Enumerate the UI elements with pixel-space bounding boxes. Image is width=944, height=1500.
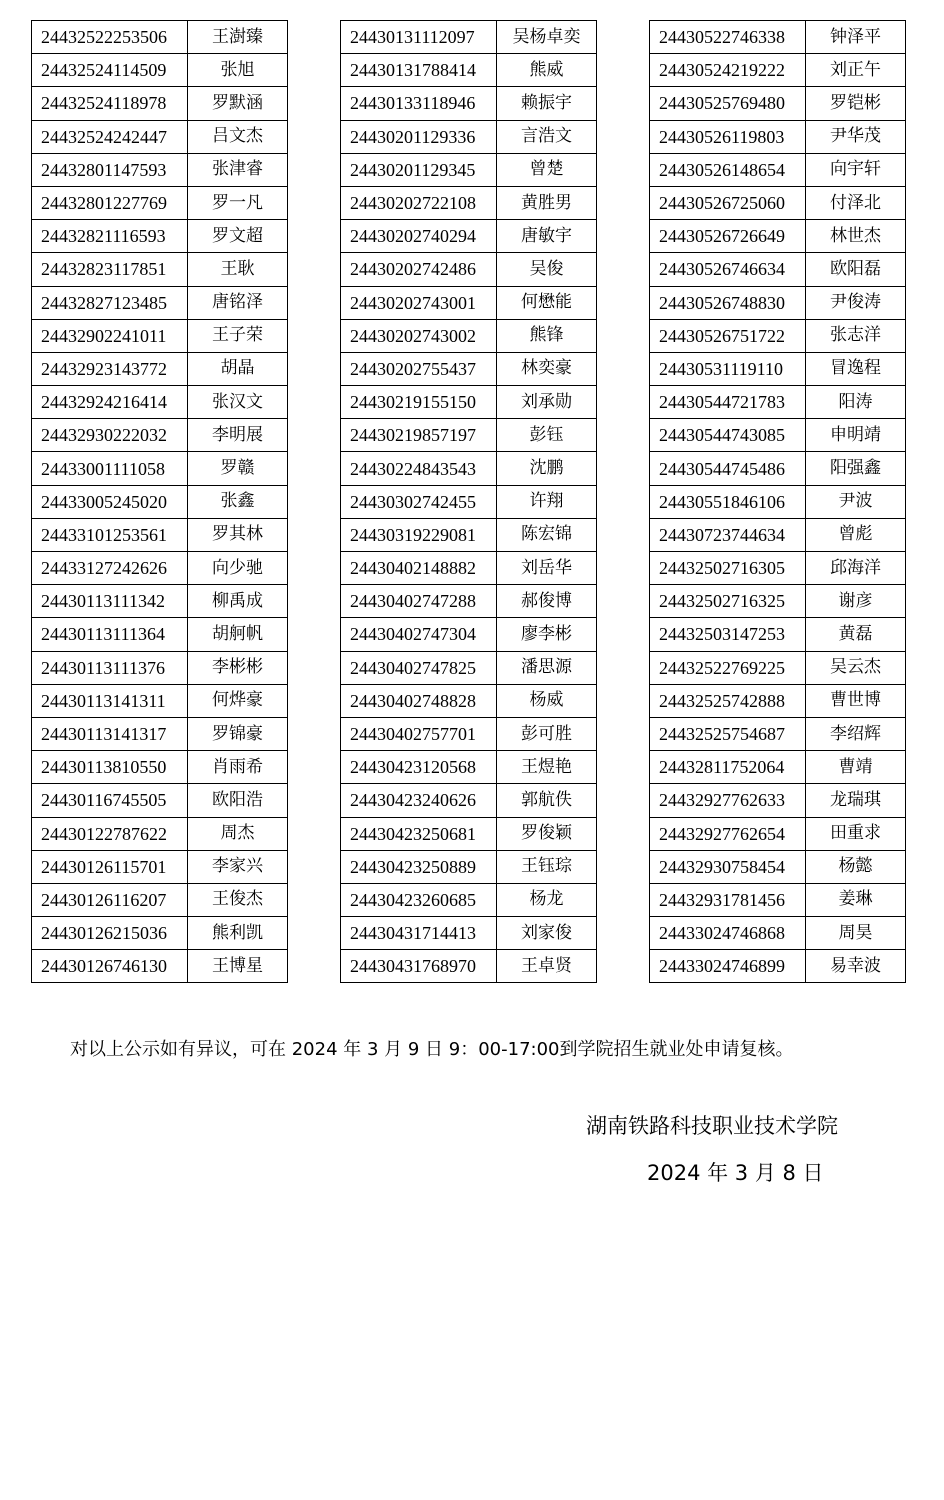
student-id-cell: 24432827123485: [32, 286, 188, 319]
student-id-cell: 24430531119110: [650, 352, 806, 385]
student-name-cell: 唐敏宇: [497, 220, 597, 253]
student-name-cell: 张津睿: [188, 153, 288, 186]
student-name-cell: 熊威: [497, 54, 597, 87]
table-row: [341, 419, 597, 452]
table-row: [32, 452, 288, 485]
student-id-cell: 24432524118978: [32, 87, 188, 120]
student-id-cell: 24433024746899: [650, 950, 806, 983]
student-name-cell: 张旭: [188, 54, 288, 87]
student-name-cell: 李家兴: [188, 850, 288, 883]
table-row: [32, 883, 288, 916]
student-id-cell: 24430723744634: [650, 518, 806, 551]
table-row: [341, 552, 597, 585]
student-name-cell: 龙瑞琪: [806, 784, 906, 817]
table-row: [650, 153, 906, 186]
student-id-cell: 24430431714413: [341, 917, 497, 950]
student-id-cell: 24430113111364: [32, 618, 188, 651]
student-name-cell: 冒逸程: [806, 352, 906, 385]
student-id-cell: 24432930222032: [32, 419, 188, 452]
student-name-cell: 张志洋: [806, 319, 906, 352]
student-id-cell: 24432931781456: [650, 883, 806, 916]
table-row: [341, 784, 597, 817]
student-id-cell: 24430219857197: [341, 419, 497, 452]
table-row: [32, 850, 288, 883]
table-row: [650, 452, 906, 485]
student-id-cell: 24430116745505: [32, 784, 188, 817]
student-name-cell: 林奕豪: [497, 352, 597, 385]
student-name-cell: 申明靖: [806, 419, 906, 452]
student-id-cell: 24430202742486: [341, 253, 497, 286]
student-id-cell: 24430526726649: [650, 220, 806, 253]
student-name-cell: 王俊杰: [188, 883, 288, 916]
table-row: [32, 950, 288, 983]
table-row: [650, 87, 906, 120]
student-name-cell: 刘家俊: [497, 917, 597, 950]
student-name-cell: 王煜艳: [497, 751, 597, 784]
student-id-cell: 24432522253506: [32, 21, 188, 54]
student-id-cell: 24430202755437: [341, 352, 497, 385]
table-row: [650, 684, 906, 717]
table-row: [32, 153, 288, 186]
table-row: [650, 917, 906, 950]
student-name-cell: 曹靖: [806, 751, 906, 784]
table-row: [32, 485, 288, 518]
student-name-cell: 赖振宇: [497, 87, 597, 120]
student-name-cell: 周杰: [188, 817, 288, 850]
student-id-cell: 24430423120568: [341, 751, 497, 784]
student-id-cell: 24430201129336: [341, 120, 497, 153]
student-id-cell: 24432801147593: [32, 153, 188, 186]
student-name-cell: 黄胜男: [497, 186, 597, 219]
student-name-cell: 王耿: [188, 253, 288, 286]
student-id-cell: 24430113111342: [32, 585, 188, 618]
student-name-cell: 欧阳浩: [188, 784, 288, 817]
student-name-cell: 刘正午: [806, 54, 906, 87]
table-row: [32, 220, 288, 253]
student-name-cell: 欧阳磊: [806, 253, 906, 286]
student-name-cell: 何懋能: [497, 286, 597, 319]
table-row: [650, 552, 906, 585]
table-row: [650, 286, 906, 319]
table-row: [341, 950, 597, 983]
student-id-cell: 24430402747304: [341, 618, 497, 651]
student-id-cell: 24430526725060: [650, 186, 806, 219]
student-id-cell: 24430201129345: [341, 153, 497, 186]
table-row: [32, 651, 288, 684]
student-name-cell: 罗文超: [188, 220, 288, 253]
table-row: [341, 618, 597, 651]
table-row: [32, 54, 288, 87]
student-name-cell: 向少驰: [188, 552, 288, 585]
student-id-cell: 24430202743001: [341, 286, 497, 319]
table-row: [32, 186, 288, 219]
student-id-cell: 24433127242626: [32, 552, 188, 585]
student-id-cell: 24432502716305: [650, 552, 806, 585]
table-row: [32, 352, 288, 385]
student-name-cell: 吴杨卓奕: [497, 21, 597, 54]
student-name-cell: 唐铭泽: [188, 286, 288, 319]
student-name-cell: 沈鹏: [497, 452, 597, 485]
student-id-cell: 24430131112097: [341, 21, 497, 54]
student-id-cell: 24432503147253: [650, 618, 806, 651]
table-row: [32, 585, 288, 618]
student-name-cell: 黄磊: [806, 618, 906, 651]
table-row: [650, 618, 906, 651]
table-row: [650, 21, 906, 54]
student-name-cell: 王子荣: [188, 319, 288, 352]
student-id-cell: 24430402747825: [341, 651, 497, 684]
table-row: [341, 54, 597, 87]
student-name-cell: 潘思源: [497, 651, 597, 684]
student-name-cell: 刘承勋: [497, 386, 597, 419]
student-id-cell: 24430126116207: [32, 883, 188, 916]
student-name-cell: 吴俊: [497, 253, 597, 286]
student-name-cell: 王博星: [188, 950, 288, 983]
table-row: [650, 485, 906, 518]
table-row: [341, 352, 597, 385]
table-row: [32, 717, 288, 750]
student-id-cell: 24430423250889: [341, 850, 497, 883]
table-row: [32, 917, 288, 950]
student-name-cell: 付泽北: [806, 186, 906, 219]
table-row: [32, 618, 288, 651]
student-id-cell: 24430402757701: [341, 717, 497, 750]
student-id-cell: 24430526119803: [650, 120, 806, 153]
student-name-cell: 罗默涵: [188, 87, 288, 120]
student-table-3: [649, 20, 906, 983]
student-name-cell: 阳强鑫: [806, 452, 906, 485]
student-name-cell: 曾彪: [806, 518, 906, 551]
table-row: [341, 850, 597, 883]
table-row: [32, 518, 288, 551]
student-id-cell: 24432524114509: [32, 54, 188, 87]
student-name-cell: 罗锦豪: [188, 717, 288, 750]
table-row: [341, 120, 597, 153]
student-id-cell: 24430551846106: [650, 485, 806, 518]
student-id-cell: 24430526751722: [650, 319, 806, 352]
student-name-cell: 姜琳: [806, 883, 906, 916]
table-row: [650, 585, 906, 618]
student-id-cell: 24430126746130: [32, 950, 188, 983]
student-name-cell: 胡晶: [188, 352, 288, 385]
table-row: [341, 684, 597, 717]
student-name-cell: 曹世博: [806, 684, 906, 717]
student-name-cell: 肖雨希: [188, 751, 288, 784]
student-name-cell: 廖李彬: [497, 618, 597, 651]
student-name-cell: 杨懿: [806, 850, 906, 883]
table-row: [650, 717, 906, 750]
table-row: [650, 120, 906, 153]
student-table-2-body: [341, 21, 597, 983]
student-name-cell: 罗一凡: [188, 186, 288, 219]
student-id-cell: 24430133118946: [341, 87, 497, 120]
student-id-cell: 24430126215036: [32, 917, 188, 950]
table-row: [341, 253, 597, 286]
student-id-cell: 24430544745486: [650, 452, 806, 485]
student-name-cell: 李彬彬: [188, 651, 288, 684]
student-id-cell: 24430113141311: [32, 684, 188, 717]
student-name-cell: 周昊: [806, 917, 906, 950]
student-id-cell: 24430423240626: [341, 784, 497, 817]
student-name-cell: 张汉文: [188, 386, 288, 419]
student-id-cell: 24430526148654: [650, 153, 806, 186]
table-row: [341, 751, 597, 784]
student-name-cell: 邱海洋: [806, 552, 906, 585]
student-id-cell: 24430431768970: [341, 950, 497, 983]
student-name-cell: 彭可胜: [497, 717, 597, 750]
student-name-cell: 郭航佚: [497, 784, 597, 817]
table-row: [32, 684, 288, 717]
table-row: [650, 518, 906, 551]
organization-name: 湖南铁路科技职业技术学院: [586, 1114, 838, 1138]
student-name-cell: 尹华茂: [806, 120, 906, 153]
student-id-cell: 24430402148882: [341, 552, 497, 585]
student-id-cell: 24430219155150: [341, 386, 497, 419]
student-name-cell: 张鑫: [188, 485, 288, 518]
table-row: [341, 286, 597, 319]
student-name-cell: 罗赣: [188, 452, 288, 485]
student-name-cell: 向宇轩: [806, 153, 906, 186]
student-name-cell: 罗其林: [188, 518, 288, 551]
student-name-cell: 杨龙: [497, 883, 597, 916]
student-id-cell: 24430525769480: [650, 87, 806, 120]
table-row: [650, 319, 906, 352]
student-name-cell: 何烨豪: [188, 684, 288, 717]
table-row: [650, 54, 906, 87]
student-id-cell: 24430544721783: [650, 386, 806, 419]
student-id-cell: 24433001111058: [32, 452, 188, 485]
student-name-cell: 言浩文: [497, 120, 597, 153]
table-row: [341, 817, 597, 850]
student-name-cell: 杨威: [497, 684, 597, 717]
student-id-cell: 24430113141317: [32, 717, 188, 750]
student-id-cell: 24430202743002: [341, 319, 497, 352]
table-row: [650, 253, 906, 286]
table-row: [32, 120, 288, 153]
table-row: [650, 883, 906, 916]
student-id-cell: 24432524242447: [32, 120, 188, 153]
student-id-cell: 24432502716325: [650, 585, 806, 618]
student-id-cell: 24430402748828: [341, 684, 497, 717]
table-row: [650, 651, 906, 684]
student-id-cell: 24430202740294: [341, 220, 497, 253]
student-name-cell: 李绍辉: [806, 717, 906, 750]
table-row: [341, 386, 597, 419]
student-name-cell: 吴云杰: [806, 651, 906, 684]
publication-date: 2024 年 3 月 8 日: [647, 1161, 824, 1185]
student-id-cell: 24432923143772: [32, 352, 188, 385]
student-name-cell: 谢彦: [806, 585, 906, 618]
student-name-cell: 熊利凯: [188, 917, 288, 950]
student-id-cell: 24433005245020: [32, 485, 188, 518]
student-id-cell: 24430423260685: [341, 883, 497, 916]
table-row: [341, 883, 597, 916]
table-row: [32, 386, 288, 419]
student-name-cell: 王卓贤: [497, 950, 597, 983]
table-row: [650, 220, 906, 253]
student-id-cell: 24430302742455: [341, 485, 497, 518]
student-name-cell: 田重求: [806, 817, 906, 850]
student-id-cell: 24430319229081: [341, 518, 497, 551]
student-id-cell: 24432525754687: [650, 717, 806, 750]
table-row: [650, 817, 906, 850]
student-name-cell: 罗俊颖: [497, 817, 597, 850]
student-name-cell: 钟泽平: [806, 21, 906, 54]
student-id-cell: 24430526746634: [650, 253, 806, 286]
student-id-cell: 24432902241011: [32, 319, 188, 352]
table-row: [650, 352, 906, 385]
student-id-cell: 24432924216414: [32, 386, 188, 419]
student-name-cell: 许翔: [497, 485, 597, 518]
student-id-cell: 24432823117851: [32, 253, 188, 286]
student-id-cell: 24430113111376: [32, 651, 188, 684]
table-row: [650, 751, 906, 784]
student-name-cell: 林世杰: [806, 220, 906, 253]
student-id-cell: 24430113810550: [32, 751, 188, 784]
student-id-cell: 24432927762654: [650, 817, 806, 850]
student-table-3-body: [650, 21, 906, 983]
student-table-2: [340, 20, 597, 983]
student-id-cell: 24430122787622: [32, 817, 188, 850]
table-row: [341, 485, 597, 518]
table-row: [32, 21, 288, 54]
student-id-cell: 24432801227769: [32, 186, 188, 219]
student-id-cell: 24433024746868: [650, 917, 806, 950]
student-id-cell: 24432811752064: [650, 751, 806, 784]
student-id-cell: 24430131788414: [341, 54, 497, 87]
table-row: [341, 518, 597, 551]
student-name-cell: 郝俊博: [497, 585, 597, 618]
table-row: [32, 552, 288, 585]
table-row: [341, 717, 597, 750]
student-id-cell: 24432930758454: [650, 850, 806, 883]
table-row: [650, 850, 906, 883]
table-row: [650, 386, 906, 419]
student-id-cell: 24430544743085: [650, 419, 806, 452]
table-row: [32, 751, 288, 784]
student-id-cell: 24430423250681: [341, 817, 497, 850]
table-row: [650, 950, 906, 983]
table-row: [650, 419, 906, 452]
table-row: [341, 220, 597, 253]
table-row: [32, 784, 288, 817]
table-row: [341, 186, 597, 219]
student-id-cell: 24432522769225: [650, 651, 806, 684]
student-name-cell: 阳涛: [806, 386, 906, 419]
table-row: [341, 153, 597, 186]
student-name-cell: 王澍臻: [188, 21, 288, 54]
student-name-cell: 吕文杰: [188, 120, 288, 153]
student-id-cell: 24430524219222: [650, 54, 806, 87]
table-row: [341, 87, 597, 120]
student-id-cell: 24430126115701: [32, 850, 188, 883]
student-id-cell: 24432821116593: [32, 220, 188, 253]
student-name-cell: 刘岳华: [497, 552, 597, 585]
student-name-cell: 王钰琮: [497, 850, 597, 883]
student-name-cell: 陈宏锦: [497, 518, 597, 551]
table-row: [341, 452, 597, 485]
table-row: [650, 784, 906, 817]
student-id-cell: 24433101253561: [32, 518, 188, 551]
student-name-cell: 尹波: [806, 485, 906, 518]
student-id-cell: 24430202722108: [341, 186, 497, 219]
student-name-cell: 曾楚: [497, 153, 597, 186]
student-name-cell: 李明展: [188, 419, 288, 452]
student-id-cell: 24432927762633: [650, 784, 806, 817]
table-row: [341, 917, 597, 950]
student-table-1-body: [32, 21, 288, 983]
student-table-1: [31, 20, 288, 983]
student-id-cell: 24430402747288: [341, 585, 497, 618]
student-name-cell: 尹俊涛: [806, 286, 906, 319]
table-row: [341, 651, 597, 684]
table-row: [341, 319, 597, 352]
student-name-cell: 柳禹成: [188, 585, 288, 618]
student-name-cell: 罗铠彬: [806, 87, 906, 120]
student-name-cell: 熊锋: [497, 319, 597, 352]
student-id-cell: 24432525742888: [650, 684, 806, 717]
table-row: [32, 286, 288, 319]
appeal-notice: 对以上公示如有异议，可在 2024 年 3 月 9 日 9：00-17:00到学院招生就业处申请复核。: [70, 1039, 794, 1060]
table-row: [341, 585, 597, 618]
table-row: [32, 87, 288, 120]
student-id-cell: 24430526748830: [650, 286, 806, 319]
table-row: [32, 817, 288, 850]
student-name-cell: 易幸波: [806, 950, 906, 983]
table-row: [32, 253, 288, 286]
table-row: [341, 21, 597, 54]
table-row: [650, 186, 906, 219]
student-id-cell: 24430522746338: [650, 21, 806, 54]
student-name-cell: 彭钰: [497, 419, 597, 452]
student-name-cell: 胡舸帆: [188, 618, 288, 651]
table-row: [32, 319, 288, 352]
table-row: [32, 419, 288, 452]
student-id-cell: 24430224843543: [341, 452, 497, 485]
